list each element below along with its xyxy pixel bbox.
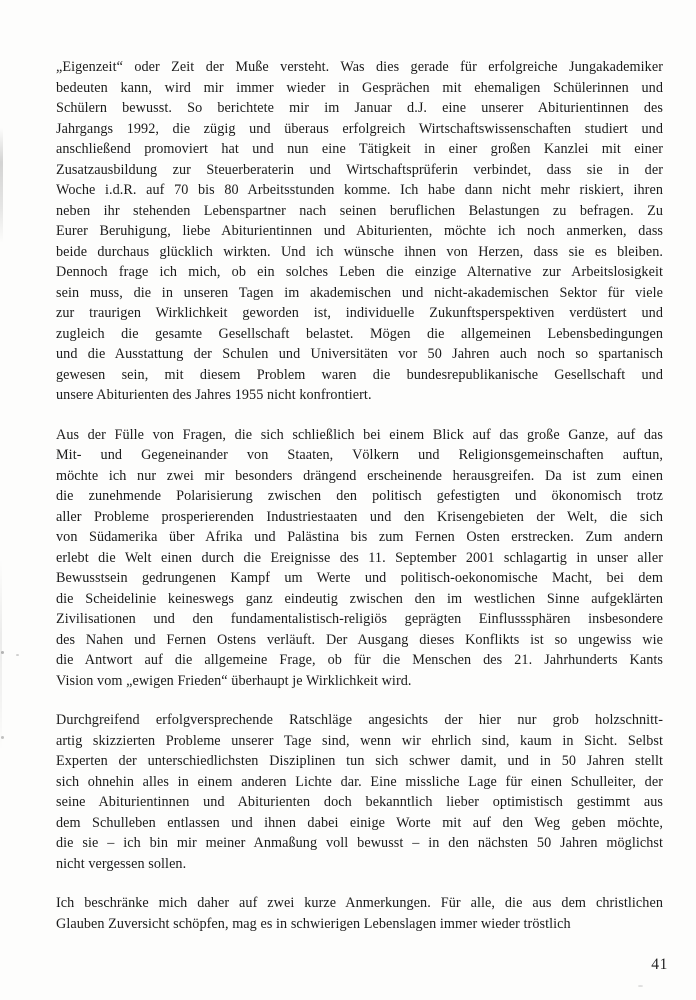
text-line: Glauben Zuversicht schöpfen, mag es in schwierigen Lebenslagen immer wieder tröstlich xyxy=(56,915,571,932)
text-line: Zivilisationen und den fundamentalistisch-religiös geprägten Einflusssphären insbesondere xyxy=(56,611,663,627)
page-number: 41 xyxy=(651,956,668,973)
text-line: aller Probleme prosperierenden Industriestaaten und den Krisengebieten der Welt, die sich xyxy=(56,508,663,525)
text-line: die sie – ich bin mir meiner Anmaßung voll bewusst – in den nächsten 50 Jahren möglichst xyxy=(56,835,663,851)
scan-speck xyxy=(1,736,4,739)
text-line: Ich beschränke mich daher auf zwei kurze Anmerkungen. Für alle, die aus dem christlichen xyxy=(56,895,663,911)
paragraph xyxy=(56,425,663,692)
text-line: zur traurigen Wirklichkeit geworden ist, individuelle Zukunftsperspektiven verdüstert und xyxy=(56,305,663,321)
text-line: bedeuten kann, wird mir immer wieder in Gesprächen mit ehemaligen Schülerinnen und xyxy=(56,79,663,96)
scan-edge-artifact xyxy=(0,560,2,750)
text-line: unsere Abiturienten des Jahres 1955 nicht konfrontiert. xyxy=(56,387,372,403)
text-line: die zunehmende Polarisierung zwischen den politisch gefestigten und ökonomisch trotz xyxy=(56,488,663,504)
text-line: Vision vom „ewigen Frieden“ überhaupt je Wirklichkeit wird. xyxy=(56,672,412,689)
text-line: Eurer Beruhigung, liebe Abiturientinnen und Abiturienten, möchte ich noch anmerken, dass xyxy=(56,223,663,239)
scan-speck xyxy=(1,651,4,654)
text-line: Bewusstsein gedrungenen Kampf um Werte und politisch-oekonomische Macht, bei dem xyxy=(56,570,663,586)
text-line: neben ihr stehenden Lebenspartner nach seinen beruflichen Belastungen zu befragen. Zu xyxy=(56,202,663,219)
scan-speck xyxy=(638,985,643,987)
scan-edge-artifact xyxy=(0,128,3,243)
text-line: die Antwort auf die allgemeine Frage, ob für die Menschen des 21. Jahrhunderts Kants xyxy=(56,652,663,668)
text-line: möchte ich nur zwei mir besonders drängend erscheinende herausgreifen. Da ist zum einen xyxy=(56,467,663,484)
text-line: und die Ausstattung der Schulen und Universitäten vor 50 Jahren auch noch so spartanisch xyxy=(56,346,663,362)
text-line: dem Schulleben entlassen und ihnen dabei einige Worte mit auf den Weg geben möchte, xyxy=(56,814,663,831)
text-line: Experten der unterschiedlichsten Disziplinen tun sich schwer damit, und in 50 Jahren stellt xyxy=(56,753,663,769)
text-line: „Eigenzeit“ oder Zeit der Muße versteht. Was dies gerade für erfolgreiche Jungakademiker xyxy=(56,59,663,75)
text-line: erlebt die Welt einen durch die Ereignisse des 11. September 2001 schlagartig in unser aller xyxy=(56,549,663,566)
text-line: zugleich die gesamte Gesellschaft belastet. Mögen die allgemeinen Lebensbedingungen xyxy=(56,325,663,342)
text-line: Mit- und Gegeneinander von Staaten, Völkern und Religionsgemeinschaften auftun, xyxy=(56,447,663,463)
text-line: die Scheidelinie keineswegs ganz eindeutig zwischen den im westlichen Sinne aufgeklärten xyxy=(56,590,663,607)
text-line: beide durchaus glücklich wirkten. Und ich wünsche ihnen von Herzen, dass sie es bleiben. xyxy=(56,243,663,260)
text-block xyxy=(56,57,663,934)
text-line: Zusatzausbildung zur Steuerberaterin und Wirtschaftsprüferin verbindet, dass sie in der xyxy=(56,161,663,178)
text-line: seine Abiturientinnen und Abiturienten doch bekanntlich lieber optimistisch gestimmt aus xyxy=(56,794,663,810)
text-line: sein muss, die in unseren Tagen im akademischen und nicht-akademischen Sektor für viele xyxy=(56,284,663,301)
paragraph xyxy=(56,57,663,406)
text-line: Schülern bewusst. So berichtete mir im Januar d.J. eine unserer Abiturientinnen des xyxy=(56,100,663,116)
paragraph xyxy=(56,893,663,934)
scan-speck xyxy=(16,654,19,656)
text-line: Durchgreifend erfolgversprechende Ratschläge angesichts der hier nur grob holzschnitt- xyxy=(56,712,663,728)
text-line: artig skizzierten Probleme unserer Tage sind, wenn wir ehrlich sind, kaum in Sicht. Selbst xyxy=(56,732,663,749)
text-line: Aus der Fülle von Fragen, die sich schließlich bei einem Blick auf das große Ganze, auf das xyxy=(56,426,663,443)
text-line: nicht vergessen sollen. xyxy=(56,855,187,872)
text-line: Woche i.d.R. auf 70 bis 80 Arbeitsstunden komme. Ich habe dann nicht mehr riskiert, ihren xyxy=(56,182,663,198)
paragraph xyxy=(56,710,663,874)
text-line: des Nahen und Fernen Ostens verläuft. Der Ausgang dieses Konflikts ist so ungewiss wie xyxy=(56,631,663,648)
text-line: Jahrgangs 1992, die zügig und überaus erfolgreich Wirtschaftswissenschaften studiert und xyxy=(56,120,663,137)
text-line: gewesen sein, mit diesem Problem waren die bundesrepublikanische Gesellschaft und xyxy=(56,366,663,383)
text-line: sich ohnehin alles in einem anderen Lichte dar. Eine missliche Lage für einen Schulleiter, der xyxy=(56,773,663,790)
text-line: Dennoch frage ich mich, ob ein solches Leben die einzige Alternative zur Arbeitslosigkeit xyxy=(56,264,663,280)
text-line: anschließend promoviert hat und nun eine Tätigkeit in einer großen Kanzlei mit einer xyxy=(56,141,663,157)
text-line: von Südamerika über Afrika und Palästina bis zum Fernen Osten erstrecken. Zum andern xyxy=(56,529,663,545)
